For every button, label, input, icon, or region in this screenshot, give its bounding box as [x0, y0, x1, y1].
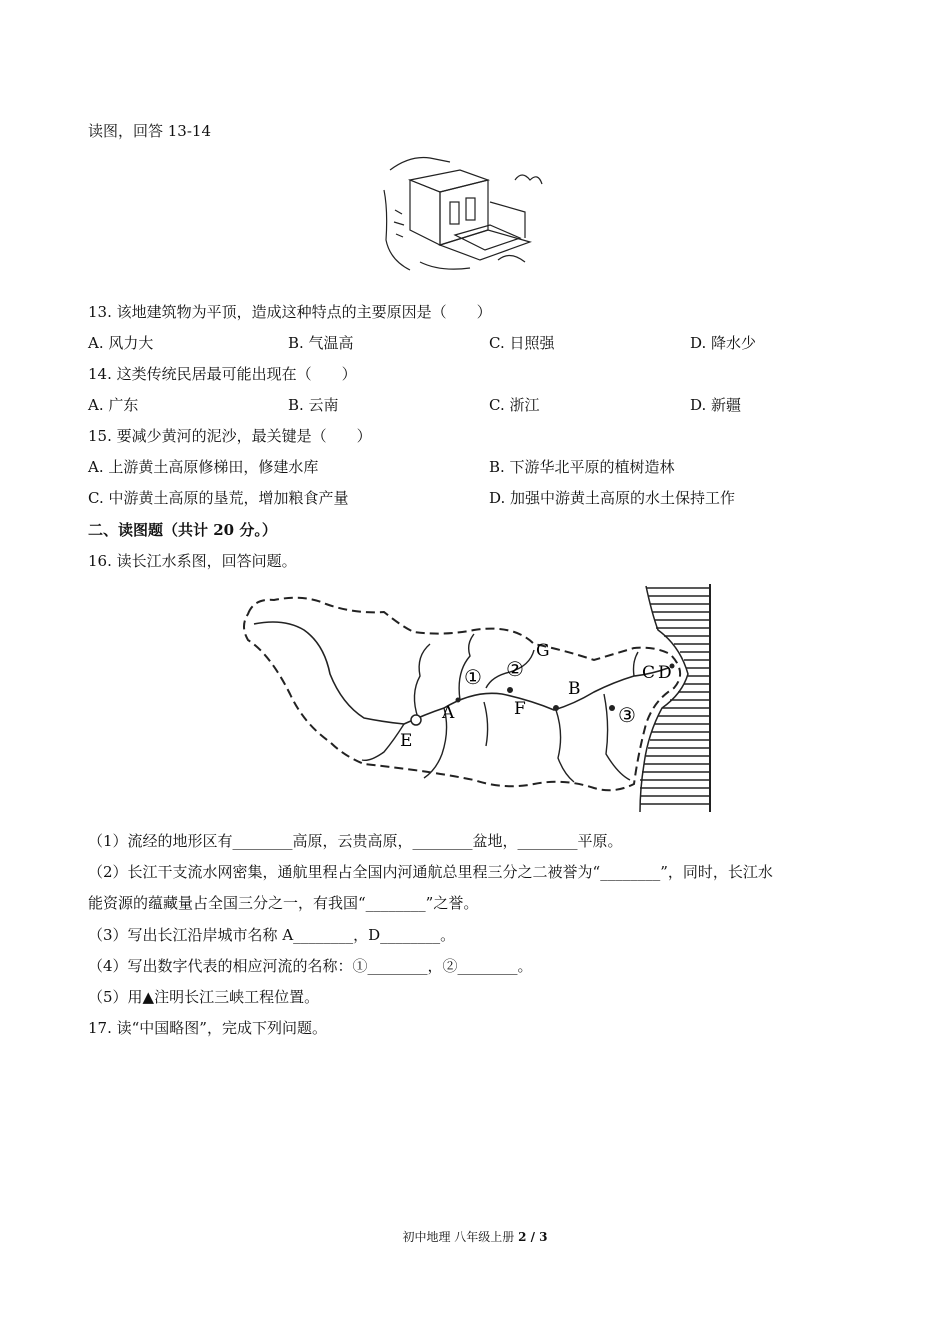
city-3-marker	[609, 705, 615, 711]
q14-option-b: B. 云南	[288, 396, 339, 414]
map-label-e: E	[400, 731, 413, 751]
q15-option-c: C. 中游黄土高原的垦荒，增加粮食产量	[88, 489, 349, 507]
map-label-3: ③	[618, 703, 636, 727]
city-e-marker	[411, 715, 421, 725]
city-a-marker	[456, 698, 461, 703]
house-illustration	[380, 150, 548, 280]
map-label-a: A	[442, 703, 455, 723]
q13-option-a: A. 风力大	[88, 334, 154, 352]
intro-text: 读图，回答 13-14	[88, 122, 212, 140]
q17-stem: 17. 读“中国略图”，完成下列问题。	[88, 1019, 327, 1037]
map-label-c: C	[642, 663, 656, 683]
basin-boundary	[244, 598, 680, 791]
q15-stem: 15. 要减少黄河的泥沙，最关键是（ ）	[88, 427, 372, 445]
q16-sub3: （3）写出长江沿岸城市名称 A________，D________。	[88, 926, 456, 944]
q16-sub1: （1）流经的地形区有________高原，云贵高原，________盆地，________平原。	[88, 832, 623, 850]
q15-option-d: D. 加强中游黄土高原的水土保持工作	[489, 489, 736, 507]
yangtze-river-map	[234, 584, 716, 814]
q14-option-c: C. 浙江	[489, 396, 540, 414]
q16-sub2-line2: 能资源的蕴藏量占全国三分之一，有我国“________”之誉。	[88, 894, 479, 912]
q16-stem: 16. 读长江水系图，回答问题。	[88, 552, 297, 570]
q14-stem: 14. 这类传统民居最可能出现在（ ）	[88, 365, 357, 383]
page-footer	[0, 1228, 950, 1245]
footer-text: 初中地理 八年级上册	[402, 1230, 519, 1244]
map-label-f: F	[514, 699, 526, 719]
q14-option-d: D. 新疆	[690, 396, 742, 414]
map-label-1: ①	[464, 665, 482, 689]
q16-sub4: （4）写出数字代表的相应河流的名称：①________，②________。	[88, 957, 533, 975]
tributaries	[362, 634, 638, 782]
q14-option-a: A. 广东	[88, 396, 139, 414]
city-b-marker	[553, 705, 559, 711]
page-number: 2 / 3	[518, 1230, 548, 1244]
map-label-b: B	[568, 679, 581, 699]
q16-sub5: （5）用▲注明长江三峡工程位置。	[88, 988, 320, 1006]
q13-option-d: D. 降水少	[690, 334, 757, 352]
map-label-2: ②	[506, 657, 524, 681]
q13-option-b: B. 气温高	[288, 334, 354, 352]
map-label-d: D	[658, 663, 672, 683]
section-heading: 二、读图题（共计 20 分。）	[88, 521, 277, 539]
q16-sub2-line1: （2）长江干支流水网密集，通航里程占全国内河通航总里程三分之二被誉为“________”，同时，长江水	[88, 863, 773, 881]
map-label-g: G	[536, 641, 550, 661]
city-f-marker	[507, 687, 513, 693]
q13-option-c: C. 日照强	[489, 334, 555, 352]
q15-option-b: B. 下游华北平原的植树造林	[489, 458, 675, 476]
q15-option-a: A. 上游黄土高原修梯田，修建水库	[88, 458, 319, 476]
q13-stem: 13. 该地建筑物为平顶，造成这种特点的主要原因是（ ）	[88, 303, 492, 321]
